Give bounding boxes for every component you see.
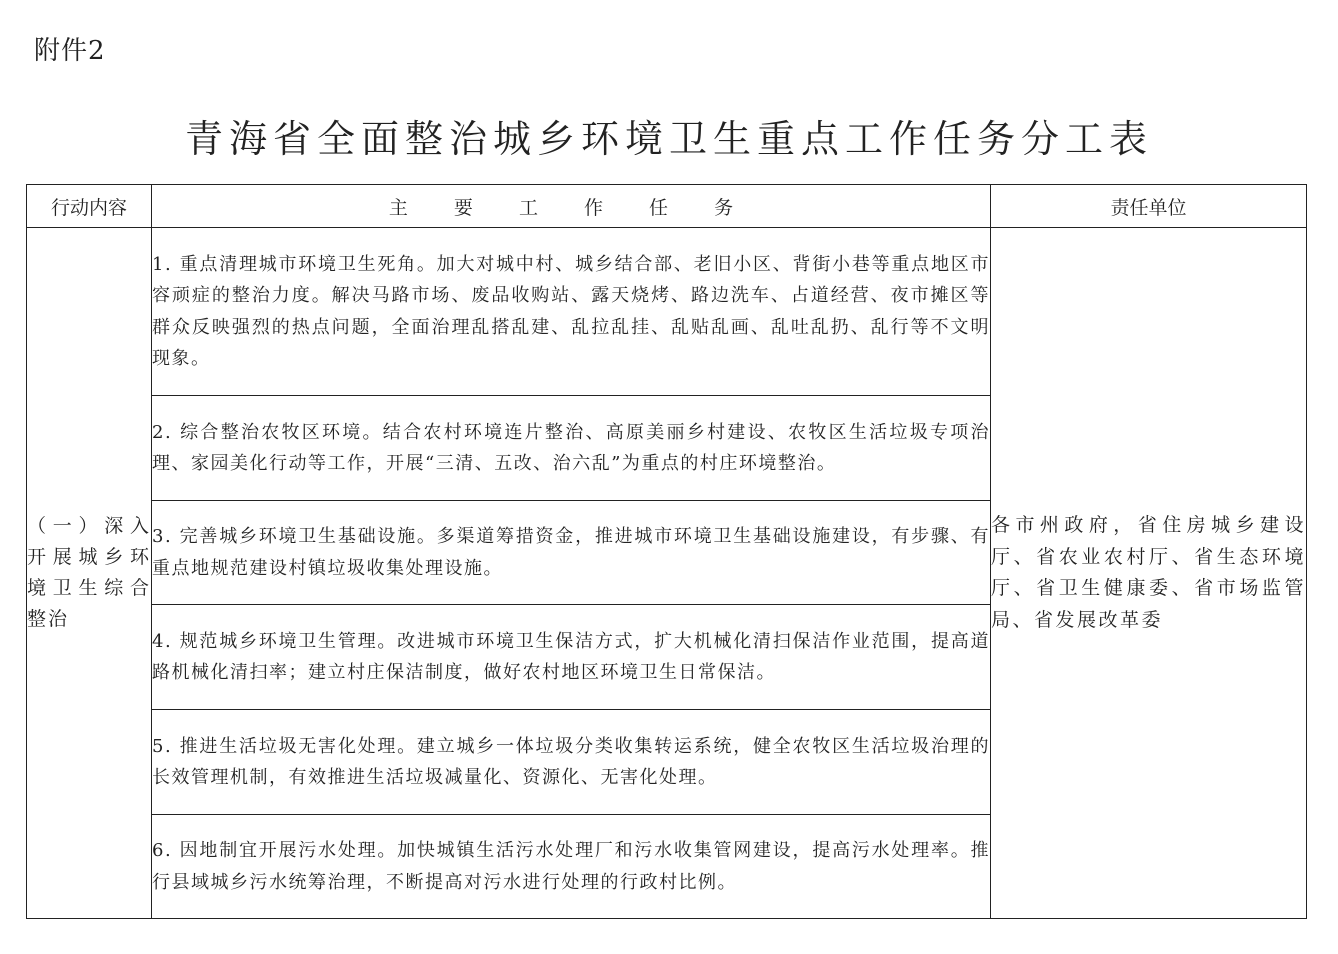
attachment-label: 附件2 xyxy=(34,36,106,66)
responsible-cell: 各市州政府，省住房城乡建设厅、省农业农村厅、省生态环境厅、省卫生健康委、省市场监管局、省发展改革委 xyxy=(991,228,1307,919)
header-action: 行动内容 xyxy=(27,185,152,228)
task-cell-5: 5. 推进生活垃圾无害化处理。建立城乡一体垃圾分类收集转运系统，健全农牧区生活垃圾治理的长效管理机制，有效推进生活垃圾减量化、资源化、无害化处理。 xyxy=(152,710,991,815)
header-main-tasks: 主 要 工 作 任 务 xyxy=(152,185,991,228)
action-cell: （一）深入开展城乡环境卫生综合整治 xyxy=(27,228,152,919)
task-cell-6: 6. 因地制宜开展污水处理。加快城镇生活污水处理厂和污水收集管网建设，提高污水处理率。推行县域城乡污水统筹治理，不断提高对污水进行处理的行政村比例。 xyxy=(152,815,991,919)
task-cell-4: 4. 规范城乡环境卫生管理。改进城市环境卫生保洁方式，扩大机械化清扫保洁作业范围，提高道路机械化清扫率；建立村庄保洁制度，做好农村地区环境卫生日常保洁。 xyxy=(152,605,991,710)
task-table xyxy=(26,184,1307,919)
task-cell-2: 2. 综合整治农牧区环境。结合农村环境连片整治、高原美丽乡村建设、农牧区生活垃圾专项治理、家园美化行动等工作，开展“三清、五改、治六乱”为重点的村庄环境整治。 xyxy=(152,396,991,501)
table-row xyxy=(27,228,1307,396)
header-responsible: 责任单位 xyxy=(991,185,1307,228)
table-header-row xyxy=(27,185,1307,228)
task-cell-3: 3. 完善城乡环境卫生基础设施。多渠道筹措资金，推进城市环境卫生基础设施建设，有步骤、有重点地规范建设村镇垃圾收集处理设施。 xyxy=(152,501,991,605)
document-title: 青海省全面整治城乡环境卫生重点工作任务分工表 xyxy=(184,117,1153,161)
task-cell-1: 1. 重点清理城市环境卫生死角。加大对城中村、城乡结合部、老旧小区、背街小巷等重点地区市容顽症的整治力度。解决马路市场、废品收购站、露天烧烤、路边洗车、占道经营、夜市摊区等群众反映强烈的热点问题，全面治理乱搭乱建、乱拉乱挂、乱贴乱画、乱吐乱扔、乱行等不文明现象。 xyxy=(152,228,991,396)
